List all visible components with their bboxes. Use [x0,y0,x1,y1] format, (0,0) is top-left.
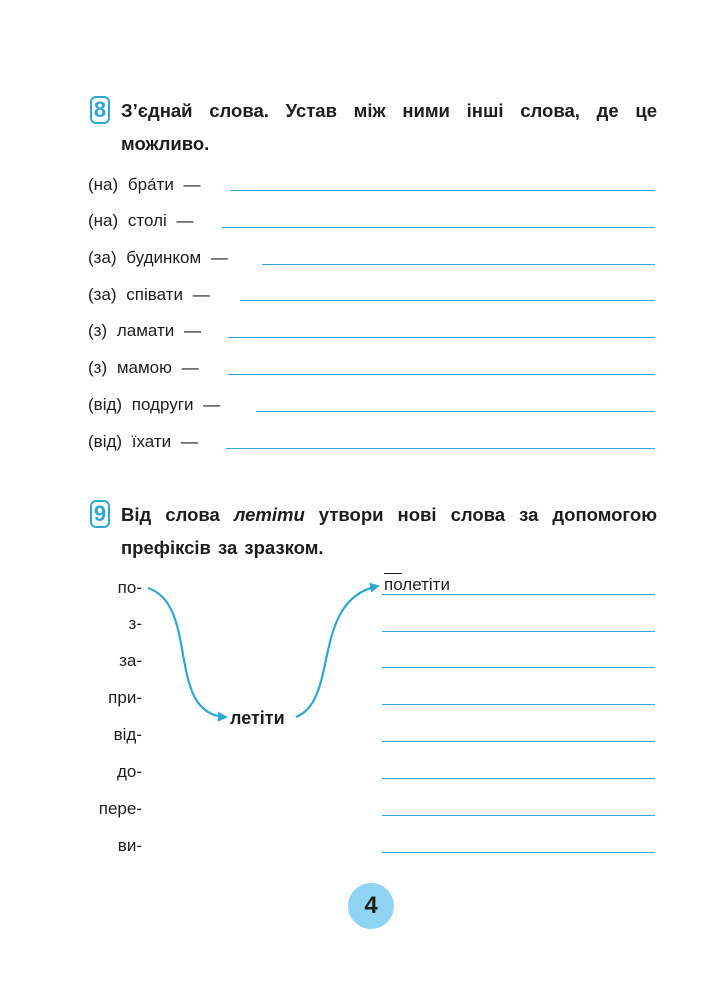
task-8-instruction-line1: З’єднай слова. Устав між ними інші слова, де це [121,100,657,121]
example-rest: летіти [402,575,450,594]
word-pair-1: (на) бра́ти — [88,175,201,194]
answer-line-7[interactable] [256,411,655,412]
word-pair-2: (на) столі — [88,211,194,230]
answer-line-1[interactable] [230,190,655,191]
answer-line-2[interactable] [222,227,655,228]
prefix-answer-line-6[interactable] [382,778,655,779]
prefix-item: з- [128,614,142,633]
prefix-item: від- [113,725,142,744]
page-number: 4 [348,883,394,929]
task-9-instruction [121,498,657,564]
task-9-instruction-part2: утвори нові слова за допомогою [304,504,657,525]
task-9-number-badge: 9 [90,500,110,528]
word-pair-6: (з) мамою — [88,358,199,377]
answer-line-8[interactable] [226,448,655,449]
prefix-answer-line-2[interactable] [382,631,655,632]
prefix-item: за- [119,651,142,670]
prefix-answer-line-4[interactable] [382,704,655,705]
task-9-instruction-part1: Від слова [121,504,234,525]
task-8-number-badge: 8 [90,96,110,124]
prefix-answer-line-3[interactable] [382,667,655,668]
word-pair-3: (за) будинком — [88,248,228,267]
arrow-to-root-word [148,588,226,717]
prefix-answer-line-1[interactable] [382,594,655,595]
word-pair-5: (з) ламати — [88,321,201,340]
prefix-answer-line-5[interactable] [382,741,655,742]
prefix-item: ви- [117,836,142,855]
answer-line-4[interactable] [240,300,655,301]
task-8-instruction [121,94,657,160]
prefix-item: пере- [98,799,142,818]
example-word [384,575,450,595]
answer-line-6[interactable] [228,374,655,375]
task-9-instruction-word: летіти [233,504,305,525]
prefix-item: до- [116,762,142,781]
task-9-instruction-line2: префіксів за зразком. [121,537,324,558]
word-pair-8: (від) їхати — [88,432,198,451]
word-pair-4: (за) співати — [88,285,210,304]
prefix-item: при- [108,688,142,707]
word-pair-7: (від) подруги — [88,395,221,414]
arrow-to-example [296,586,378,717]
task-8-instruction-line2: можливо. [121,133,210,154]
answer-line-5[interactable] [228,337,655,338]
prefix-answer-line-7[interactable] [382,815,655,816]
answer-line-3[interactable] [262,264,655,265]
prefix-item: по- [117,578,142,597]
example-prefix: по [384,575,403,594]
root-word: летіти [230,708,285,728]
prefix-answer-line-8[interactable] [382,852,655,853]
